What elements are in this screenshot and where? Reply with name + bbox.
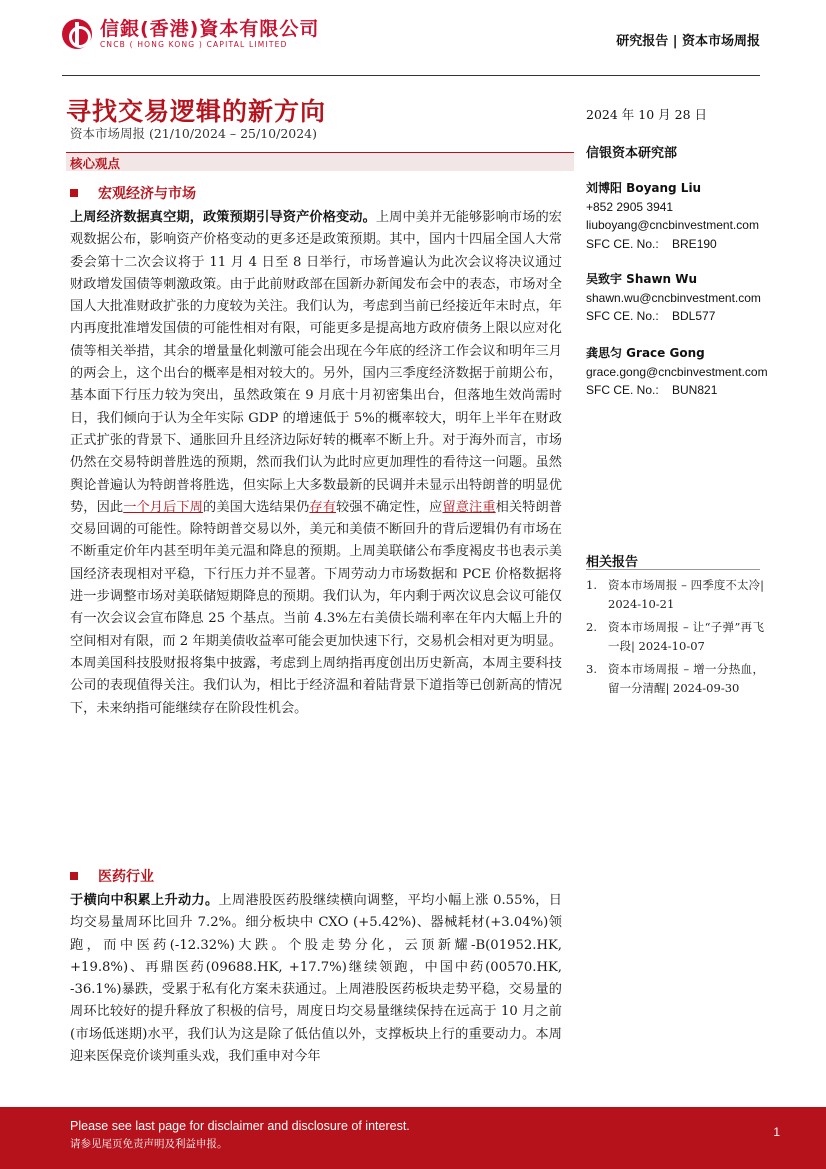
macro-text-1: 上周中美并无能够影响市场的宏观数据公布，影响资产价格变动的更多还是政策预期。其中，国内十四届全国人大常委会第十二次会议将于 11 月 4 日至 8 日举行，市场普遍认为此次会议将决议通过财政增发国债等刺激政策。由于此前财政部在国新办新闻发布会中的表态，市场对全国人大批准财政扩张的力度较为关注。我们认为，考虑到当前已经接近年末时点，年内再度批准增发国债的可能性相对有限，可能更多是提高地方政府债务上限以应对化债等相关举措，其余的增量量化刺激可能会出现在今年底的经济工作会议和明年三月的两会上，这个出台的概率是相对较大的。另外，国内三季度经济数据于前期公布，基本面下行压力较为突出，虽然政策在 9 月底十月初密集出台，但落地生效尚需时日，我们倾向于认为全年实际 GDP 的增速低于 5%的概率较大，明年上半年在财政正式扩张的背景下、通胀回升且经济边际好转的概率不断上升。对于海外而言，市场仍然在交易特朗普胜选的预期，然而我们认为此时应更加理性的看待这一问题。虽然舆论普遍认为特朗普将胜选，但实际上大多数最新的民调并未显示出特朗普的明显优势，因此 [70,210,562,515]
related-report-number: 1. [586,578,597,592]
footer-disclaimer-en: Please see last page for disclaimer and disclosure of interest. [70,1119,410,1133]
report-type: 研究报告 | 资本市场周报 [616,34,760,49]
analyst-email[interactable]: shawn.wu@cncbinvestment.com [586,290,761,305]
square-bullet-icon [70,872,78,880]
pharma-lead-sentence: 于横向中积累上升动力。 [70,893,219,908]
section-heading-pharma [70,866,154,886]
analyst-name: 龚思匀 Grace Gong [586,346,705,360]
related-report-text: 资本市场周报 – 增一分热血，留一分清醒| 2024-09-30 [608,662,764,695]
analyst-card [586,179,759,253]
cncb-logo-icon [62,19,92,49]
logo-english-name: CNCB ( HONG KONG ) CAPITAL LIMITED [100,40,288,49]
report-title: 寻找交易逻辑的新方向 [66,97,327,126]
related-reports-divider [586,569,760,570]
related-report-number: 2. [586,620,597,634]
related-report-text: 资本市场周报 – 让“子弹”再飞一段| 2024-10-07 [608,620,764,653]
analyst-sfc: SFC CE. No.: BDL577 [586,309,716,323]
analyst-name: 刘博阳 Boyang Liu [586,181,702,195]
analyst-email[interactable]: grace.gong@cncbinvestment.com [586,364,768,379]
analyst-email[interactable]: liuboyang@cncbinvestment.com [586,218,759,232]
page-number: 1 [773,1125,780,1139]
revision-insert-2: 存有 [309,499,337,515]
analyst-sfc: SFC CE. No.: BUN821 [586,383,718,397]
analyst-phone: +852 2905 3941 [586,199,674,214]
revision-insert-1: 一个月后下周 [123,499,204,515]
related-report-text: 资本市场周报 – 四季度不太冷| 2024-10-21 [608,578,764,611]
square-bullet-icon [70,189,78,197]
related-report-item[interactable] [586,618,764,656]
logo-chinese-name: 信銀(香港)資本有限公司 [100,18,320,40]
report-subtitle: 资本市场周报 (21/10/2024 – 25/10/2024) [70,126,318,141]
page-footer [0,1107,826,1169]
footer-disclaimer-cn: 请参见尾页免责声明及利益申报。 [70,1138,228,1150]
core-viewpoint-bar [66,152,574,171]
related-report-item[interactable] [586,660,764,698]
analyst-card [586,270,761,326]
header-divider [62,75,760,76]
macro-text-3: 较强不确定性，应 [336,499,443,515]
report-date: 2024 年 10 月 28 日 [586,107,707,122]
macro-lead-sentence: 上周经济数据真空期，政策预期引导资产价格变动。 [70,210,376,225]
section-heading-macro [70,183,196,203]
related-reports-title: 相关报告 [586,555,639,570]
revision-insert-3: 留意注重 [442,499,496,515]
related-report-number: 3. [586,662,597,676]
related-report-item[interactable] [586,576,764,614]
section-heading-text: 宏观经济与市场 [98,186,196,202]
research-department: 信银资本研究部 [586,146,678,161]
analyst-name: 吴致宇 Shawn Wu [586,272,698,286]
pharma-paragraph [70,890,562,1068]
analyst-sfc: SFC CE. No.: BRE190 [586,236,717,251]
related-reports-list [586,576,764,702]
core-viewpoint-label: 核心观点 [70,156,121,171]
company-logo [62,18,319,50]
pharma-text: 上周港股医药股继续横向调整，平均小幅上涨 0.55%，日均交易量周环比回升 7.2%。细分板块中 CXO (+5.42%)、器械耗材(+3.04%)领跑，而中医药(-12.32%)大跌。个股走势分化，云顶新耀-B(01952.HK, +19.8%)、再鼎医药(09688.HK, +17.7%)继续领跑，中国中药(00570.HK, -36.1%)暴跌，受累于私有化方案未获通过。上周港股医药板块走势平稳，交易量的周环比较好的提升释放了积极的信号，周度日均交易量继续保持在远高于 10 月之前(市场低迷期)水平，我们认为这是除了低估值以外，支撑板块上行的重要动力。本周迎来医保竞价谈判重头戏，我们重申对今年 [70,893,562,1065]
macro-paragraph [70,207,562,720]
macro-text-4: 相关特朗普交易回调的可能性。除特朗普交易以外，美元和美债不断回升的背后逻辑仍有市场在不断重定价年内甚至明年美元温和降息的预期。上周美联储公布季度褐皮书也表示美国经济表现相对平稳，下行压力并不显著。下周劳动力市场数据和 PCE 价格数据将进一步调整市场对美联储短期降息的预期。我们认为，年内剩于两次议息会议可能仅有一次会议会宣布降息 25 个基点。当前 4.3%左右美债长端利率在年内大幅上升的空间相对有限，而 2 年期美债收益率可能会更加快速下行，交易机会相对更为明显。本周美国科技股财报将集中披露，考虑到上周纳指再度创出历史新高，本周主要科技公司的表现值得关注。我们认为，相比于经济温和着陆背景下道指等已创新高的情况下，未来纳指可能继续存在阶段性机会。 [70,499,563,716]
section-heading-text: 医药行业 [98,869,154,885]
analyst-card [586,344,768,400]
macro-text-2: 的美国大选结果仍 [203,499,310,515]
